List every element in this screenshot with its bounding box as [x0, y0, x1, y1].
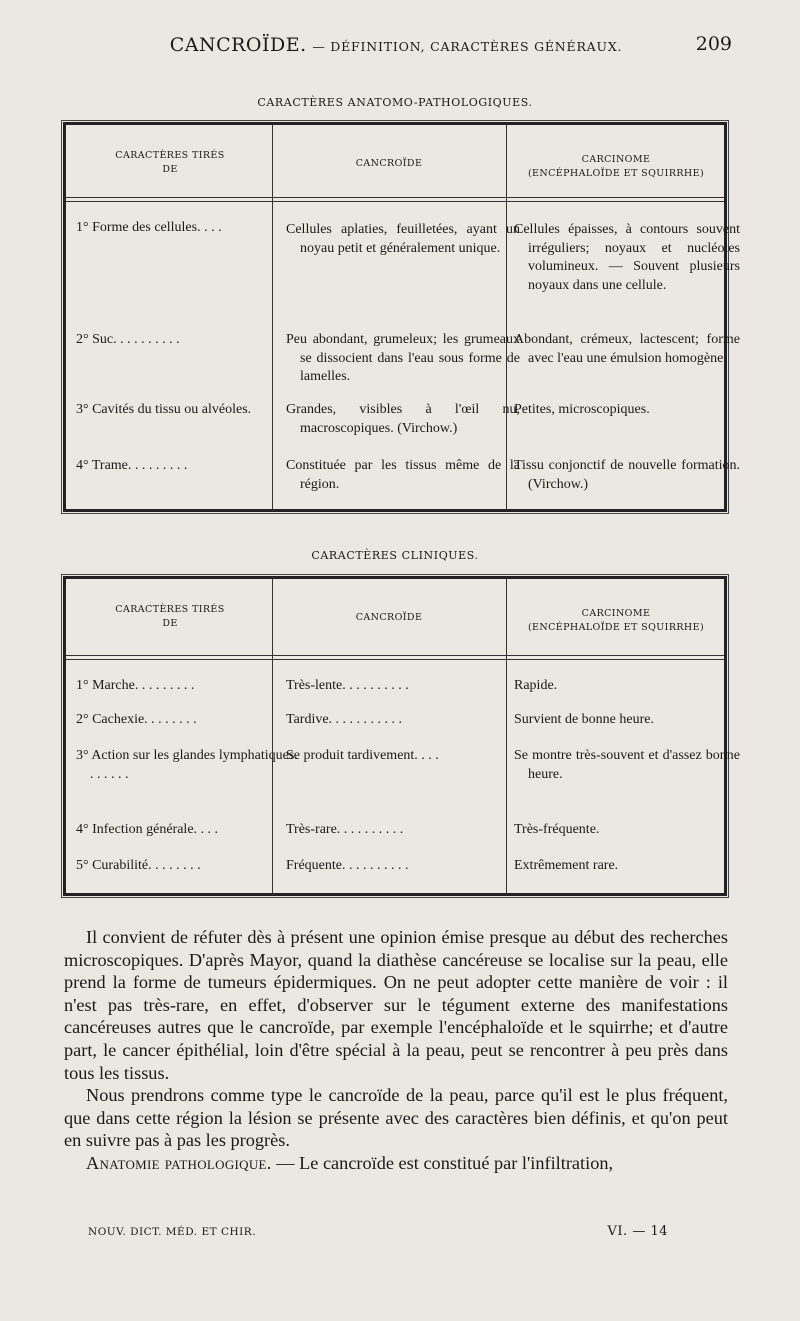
table-row-label: 1° Marche. . . . . . . . . — [76, 678, 195, 693]
table-cell-carcinome: Cellules épaisses, à contours souvent irréguliers; noyaux et nucléoles volumineux. — Souvent plusieurs noyaux dans une cellule. — [514, 222, 740, 293]
body-text — [64, 926, 728, 1175]
footer-signature-left: NOUV. DICT. MÉD. ET CHIR. — [88, 1226, 257, 1238]
table-cell-carcinome: Abondant, crémeux, lactescent; forme avec l'eau une émulsion homogène. — [514, 332, 740, 366]
paragraph-1: Il convient de réfuter dès à présent une opinion émise presque au début des recherches microscopiques. D'après Mayor, quand la diathèse cancéreuse se localise sur la peau, elle prend la forme de tumeurs épidermiques. On ne peut adopter cette manière de voir : il n'est pas très-rare, en effet, d'observer sur le tégument externe des manifestations cancéreuses autres que le cancroïde, par exemple l'encéphaloïde et le squirrhe; et d'autre part, le cancer épithélial, loin d'être spécial à la peau, peut se rencontrer à peu près dans tous les tissus. — [64, 927, 728, 1083]
running-head-rest: — DÉFINITION, CARACTÈRES GÉNÉRAUX. — [312, 39, 623, 54]
row3-cancroide-a: Grandes, visibles à l'œil nu, macroscopiques. (Virchow.) — [286, 402, 520, 436]
table-cell-cancroide — [286, 401, 520, 438]
table-cell-carcinome: Extrêmement rare. — [514, 858, 619, 873]
table-cell-carcinome: Petites, microscopiques. — [514, 402, 650, 417]
t1-header-col3: CARCINOME (ENCÉPHALOÏDE ET SQUIRRHE) — [527, 154, 705, 179]
table-cell-cancroide: Se produit tardivement. . . . — [286, 748, 439, 763]
paragraph-2: Nous prendrons comme type le cancroïde de la peau, parce qu'il est le plus fréquent, que dans cette région la lésion se présente avec des caractères bien définis, et qu'on peut en suivre pas à pas les progrès. — [64, 1085, 728, 1151]
table-cell-cancroide: Constituée par les tissus même de la région. — [286, 458, 520, 492]
table-cell-cancroide: Tardive. . . . . . . . . . . — [286, 712, 403, 727]
paragraph-3: Anatomie pathologique. — Le cancroïde est constitué par l'infiltration, — [86, 1152, 614, 1173]
table1 — [63, 122, 740, 512]
table-cell-carcinome: Survient de bonne heure. — [514, 712, 654, 727]
table-cell-cancroide: Peu abondant, grumeleux; les grumeaux se dissocient dans l'eau sous forme de lamelles. — [286, 332, 520, 384]
table-cell-cancroide: Cellules aplaties, feuilletées, ayant un noyau petit et généralement unique. — [286, 222, 520, 256]
footer-signature-right: VI. — 14 — [607, 1224, 668, 1239]
running-head-title — [60, 34, 732, 56]
table1-caption: CARACTÈRES ANATOMO-PATHOLOGIQUES. — [257, 96, 533, 109]
table2 — [63, 576, 740, 896]
table-cell-cancroide: Fréquente. . . . . . . . . . — [286, 858, 409, 873]
table-row-label: 3° Action sur les glandes lymphatiques. . . . . . . — [76, 748, 298, 782]
section-heading: Anatomie pathologique. — [86, 1152, 272, 1173]
table-cell-carcinome: Rapide. — [514, 678, 558, 693]
t2-header-col3: CARCINOME (ENCÉPHALOÏDE ET SQUIRRHE) — [527, 608, 705, 633]
table-row-label: 3° Cavités du tissu ou alvéoles. — [76, 402, 252, 417]
t1-header-col2: CANCROÏDE — [355, 158, 423, 169]
table-cell-carcinome: Se montre très-souvent et d'assez bonne heure. — [514, 748, 740, 782]
t2-header-col1: CARACTÈRES TIRÉS DE — [115, 604, 225, 629]
t1-header-col1: CARACTÈRES TIRÉS DE — [115, 150, 225, 175]
footer — [88, 1226, 668, 1238]
table-row-label: 4° Infection générale. . . . — [76, 822, 219, 837]
t2-header-col2: CANCROÏDE — [355, 612, 423, 623]
table-row-label: 2° Suc. . . . . . . . . . — [76, 332, 180, 347]
table-cell-cancroide: Très-lente. . . . . . . . . . — [286, 678, 409, 693]
table-cell-carcinome: Tissu conjonctif de nouvelle formation. (Virchow.) — [514, 458, 740, 492]
table-cell-cancroide: Très-rare. . . . . . . . . . — [286, 822, 404, 837]
table-row-label: 5° Curabilité. . . . . . . . — [76, 858, 201, 873]
table-cell-carcinome: Très-fréquente. — [514, 822, 600, 837]
table-row-label: 2° Cachexie. . . . . . . . — [76, 712, 197, 727]
table2-caption: CARACTÈRES CLINIQUES. — [311, 549, 479, 562]
running-head-lead: CANCROÏDE. — [169, 34, 307, 56]
running-head — [60, 34, 732, 58]
page-number: 209 — [695, 33, 732, 55]
table-row-label: 1° Forme des cellules. . . . — [76, 220, 222, 235]
table-row-label: 4° Trame. . . . . . . . . — [76, 458, 188, 473]
